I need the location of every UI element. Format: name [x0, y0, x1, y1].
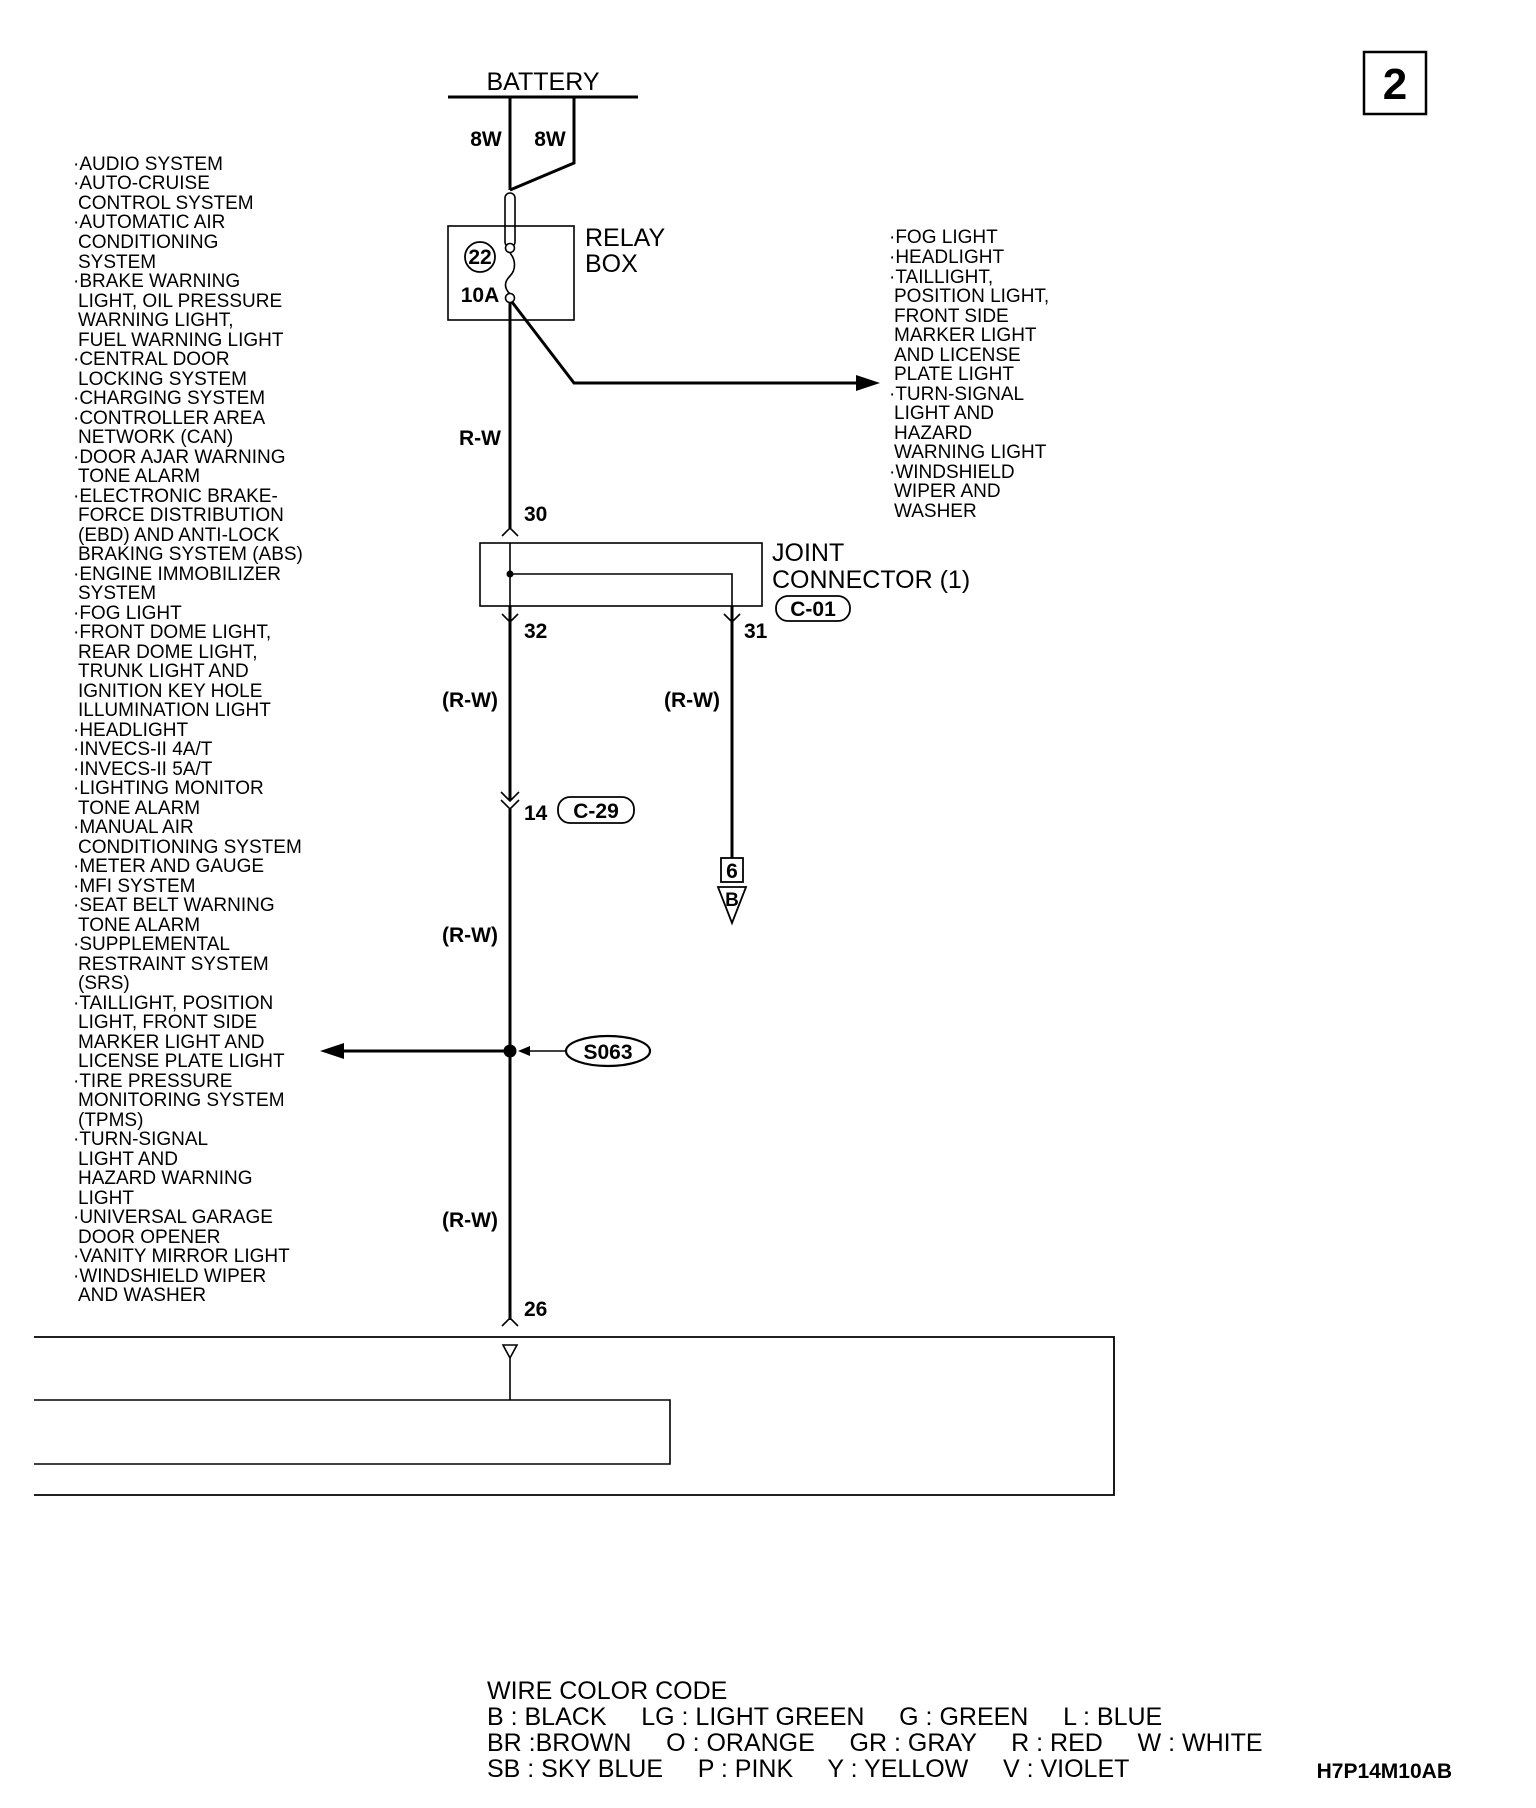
page-number: 2 [1382, 60, 1408, 109]
left-branch-item: ·CHARGING SYSTEM [73, 388, 266, 409]
right-branch-wire [512, 302, 860, 383]
left-branch-item: SYSTEM [78, 252, 157, 273]
left-branch-item: MARKER LIGHT AND [78, 1032, 265, 1053]
left-branch-item: TRUNK LIGHT AND [78, 661, 249, 682]
left-branch-item: ·TURN-SIGNAL [73, 1129, 209, 1150]
wire-color-31: (R-W) [664, 689, 720, 712]
left-branch-item: ·HEADLIGHT [73, 720, 189, 741]
right-branch-item: AND LICENSE [894, 345, 1021, 366]
right-branch-item: ·TURN-SIGNAL [889, 384, 1025, 405]
right-branch-arrow [856, 375, 880, 391]
left-branch-list [73, 154, 303, 1306]
relay-box-label-line2: BOX [585, 250, 638, 278]
terminal-26-triangle [503, 1345, 517, 1358]
left-branch-item: WARNING LIGHT, [78, 310, 234, 331]
left-branch-item: ·SUPPLEMENTAL [73, 934, 230, 955]
left-branch-item: ·ENGINE IMMOBILIZER [73, 564, 281, 585]
left-branch-item: LIGHT, OIL PRESSURE [78, 291, 283, 312]
fusible-link [505, 193, 515, 247]
left-branch-item: LICENSE PLATE LIGHT [78, 1051, 285, 1072]
left-branch-item: NETWORK (CAN) [78, 427, 234, 448]
left-branch-item: AND WASHER [78, 1285, 207, 1306]
joint-connector-label-line1: JOINT [772, 539, 845, 567]
main-wire-color: R-W [459, 427, 501, 450]
control-unit-outline [34, 1337, 1114, 1495]
joint-connector-code: C-01 [790, 598, 836, 621]
internal-circuit-box [34, 1400, 670, 1464]
left-branch-item: ·TAILLIGHT, POSITION [73, 993, 274, 1014]
fuse-number: 22 [468, 246, 492, 269]
left-branch-item: CONDITIONING SYSTEM [78, 837, 302, 858]
left-branch-item: FORCE DISTRIBUTION [78, 505, 284, 526]
right-branch-item: ·WINDSHIELD [889, 462, 1015, 483]
left-branch-item: REAR DOME LIGHT, [78, 642, 258, 663]
joint-pin-out-branch: 31 [744, 620, 768, 643]
battery-wire-left-size: 8W [470, 128, 502, 151]
wire-color-code-row3: SB : SKY BLUE P : PINK Y : YELLOW V : VIOLET [487, 1755, 1130, 1783]
wire-color-14-splice: (R-W) [442, 924, 498, 947]
splice-leader-arrow [518, 1046, 530, 1056]
c29-pin: 14 [524, 802, 548, 825]
figure-code: H7P14M10AB [1316, 1760, 1452, 1783]
left-branch-item: HAZARD WARNING [78, 1168, 253, 1189]
left-branch-item: ·CONTROLLER AREA [73, 408, 266, 429]
left-branch-item: ·AUDIO SYSTEM [73, 154, 223, 175]
left-branch-item: ·FRONT DOME LIGHT, [73, 622, 272, 643]
left-branch-item: TONE ALARM [78, 915, 201, 936]
left-branch-item: ·AUTO-CRUISE [73, 173, 210, 194]
right-branch-item: HAZARD [894, 423, 973, 444]
right-branch-item: POSITION LIGHT, [894, 286, 1050, 307]
left-branch-item: SYSTEM [78, 583, 157, 604]
fuse-terminal-top [506, 244, 515, 253]
left-branch-item: ·MANUAL AIR [73, 817, 194, 838]
right-branch-item: MARKER LIGHT [894, 325, 1037, 346]
left-branch-item: ·TIRE PRESSURE [73, 1071, 233, 1092]
left-branch-item: ·METER AND GAUGE [73, 856, 265, 877]
right-branch-item: PLATE LIGHT [894, 364, 1015, 385]
left-branch-item: ·MFI SYSTEM [73, 876, 196, 897]
left-branch-item: DOOR OPENER [78, 1227, 221, 1248]
right-branch-item: ·FOG LIGHT [889, 227, 998, 248]
wire-color-code-row2: BR :BROWN O : ORANGE GR : GRAY R : RED W : WHITE [487, 1729, 1263, 1757]
pin-30-mark [502, 528, 518, 536]
left-branch-item: BRAKING SYSTEM (ABS) [78, 544, 303, 565]
left-branch-item: RESTRAINT SYSTEM [78, 954, 269, 975]
right-branch-item: ·HEADLIGHT [889, 247, 1005, 268]
left-branch-item: FUEL WARNING LIGHT [78, 330, 284, 351]
left-branch-item: ILLUMINATION LIGHT [78, 700, 271, 721]
left-branch-item: ·BRAKE WARNING [73, 271, 241, 292]
wire-color-code-row1: B : BLACK LG : LIGHT GREEN G : GREEN L : BLUE [487, 1703, 1163, 1731]
left-branch-item: LIGHT [78, 1188, 134, 1209]
left-branch-item: IGNITION KEY HOLE [78, 681, 263, 702]
left-branch-item: ·VANITY MIRROR LIGHT [73, 1246, 290, 1267]
left-branch-item: ·LIGHTING MONITOR [73, 778, 264, 799]
battery-label: BATTERY [486, 68, 600, 96]
wire-color-splice-26: (R-W) [442, 1209, 498, 1232]
left-branch-item: CONTROL SYSTEM [78, 193, 254, 214]
wire-color-code-legend [487, 1677, 1263, 1783]
terminal-pin: 26 [524, 1298, 548, 1321]
right-branch-item: FRONT SIDE [894, 306, 1009, 327]
right-branch-item: ·TAILLIGHT, [889, 267, 994, 288]
joint-connector-label-line2: CONNECTOR (1) [772, 566, 971, 594]
left-branch-item: LIGHT AND [78, 1149, 178, 1170]
fuse-rating: 10A [460, 284, 500, 307]
joint-pin-out-main: 32 [524, 620, 548, 643]
right-branch-item: LIGHT AND [894, 403, 994, 424]
c29-code: C-29 [573, 800, 619, 823]
left-branch-item: ·UNIVERSAL GARAGE [73, 1207, 273, 1228]
left-branch-item: (SRS) [78, 973, 130, 994]
left-branch-item: LIGHT, FRONT SIDE [78, 1012, 258, 1033]
joint-internal-bus [510, 543, 732, 606]
left-branch-item: TONE ALARM [78, 798, 201, 819]
left-branch-item: ·SEAT BELT WARNING [73, 895, 275, 916]
left-branch-item: (EBD) AND ANTI-LOCK [78, 525, 280, 546]
left-branch-item: TONE ALARM [78, 466, 201, 487]
continuation-letter: B [725, 890, 739, 911]
relay-box-label-line1: RELAY [585, 224, 666, 252]
wire-color-code-title: WIRE COLOR CODE [487, 1677, 728, 1705]
left-branch-arrow [320, 1043, 344, 1059]
battery-wire-right-size: 8W [534, 128, 566, 151]
joint-pin-in: 30 [524, 503, 548, 526]
left-branch-item: ·INVECS-II 4A/T [73, 739, 213, 760]
left-branch-item: ·WINDSHIELD WIPER [73, 1266, 267, 1287]
left-branch-item: (TPMS) [78, 1110, 144, 1131]
right-branch-item: WASHER [894, 501, 977, 522]
wire-color-32-14: (R-W) [442, 689, 498, 712]
left-branch-item: ·ELECTRONIC BRAKE- [73, 486, 278, 507]
left-branch-item: ·AUTOMATIC AIR [73, 212, 226, 233]
right-branch-item: WIPER AND [894, 481, 1001, 502]
left-branch-item: ·CENTRAL DOOR [73, 349, 230, 370]
right-branch-item: WARNING LIGHT [894, 442, 1047, 463]
left-branch-item: ·FOG LIGHT [73, 603, 182, 624]
right-branch-list [889, 227, 1049, 522]
left-branch-item: MONITORING SYSTEM [78, 1090, 285, 1111]
left-branch-item: LOCKING SYSTEM [78, 369, 247, 390]
splice-code: S063 [583, 1041, 633, 1064]
left-branch-item: ·DOOR AJAR WARNING [73, 447, 286, 468]
continuation-number: 6 [726, 860, 738, 883]
fuse-element [506, 253, 515, 294]
left-branch-item: ·INVECS-II 5A/T [73, 759, 213, 780]
left-branch-item: CONDITIONING [78, 232, 219, 253]
